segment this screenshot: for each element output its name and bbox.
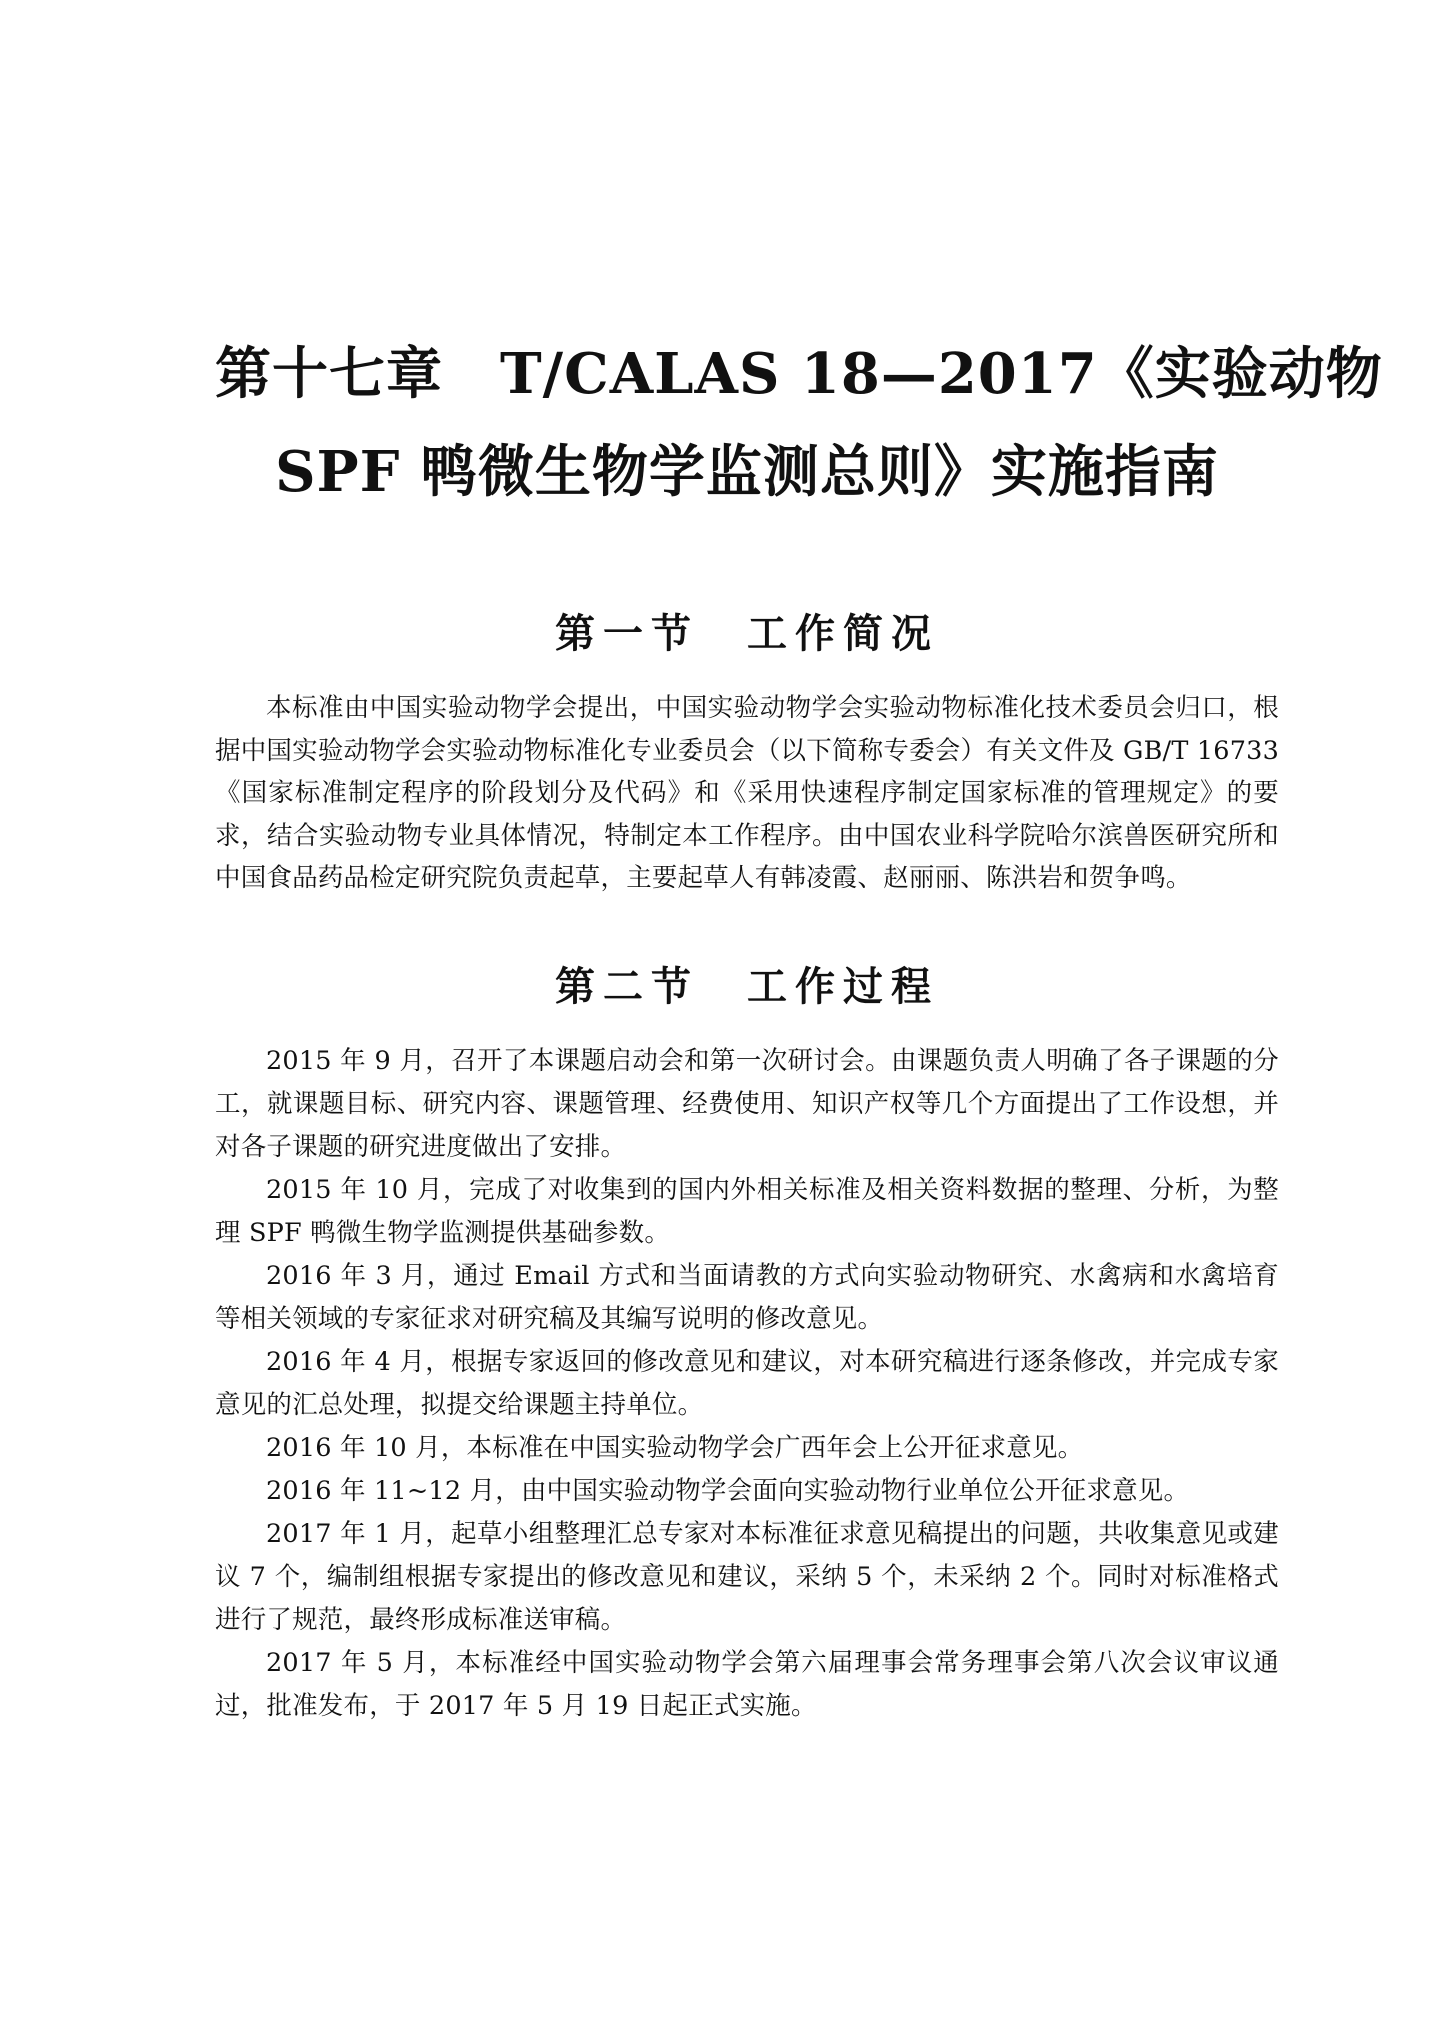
timeline-paragraph: 2017 年 1 月，起草小组整理汇总专家对本标准征求意见稿提出的问题，共收集意见或建议 7 个，编制组根据专家提出的修改意见和建议，采纳 5 个，未采纳 2 个。同时对标准格式进行了规范，最终形成标准送审稿。 (215, 1518, 1279, 1635)
chapter-title (215, 325, 1383, 521)
timeline-paragraph: 2016 年 10 月，本标准在中国实验动物学会广西年会上公开征求意见。 (266, 1432, 1084, 1463)
timeline-paragraph: 2016 年 4 月，根据专家返回的修改意见和建议，对本研究稿进行逐条修改，并完成专家意见的汇总处理，拟提交给课题主持单位。 (215, 1346, 1279, 1420)
chapter-title-line-2: SPF 鸭微生物学监测总则》实施指南 (275, 439, 1219, 505)
section-body-work-process (215, 1040, 1279, 1728)
chapter-title-line-1: 第十七章 T/CALAS 18—2017《实验动物 (215, 341, 1383, 407)
paragraph: 本标准由中国实验动物学会提出，中国实验动物学会实验动物标准化技术委员会归口，根据中国实验动物学会实验动物标准化专业委员会（以下简称专委会）有关文件及 GB/T 16733《国家标准制定程序的阶段划分及代码》和《采用快速程序制定国家标准的管理规定》的要求，结合实验动物专业具体情况，特制定本工作程序。由中国农业科学院哈尔滨兽医研究所和中国食品药品检定研究院负责起草，主要起草人有韩凌霞、赵丽丽、陈洪岩和贺争鸣。 (215, 693, 1279, 893)
section-title-work-overview: 第一节 工作简况 (555, 611, 939, 657)
section-title-work-process: 第二节 工作过程 (555, 963, 939, 1010)
timeline-paragraph: 2015 年 10 月，完成了对收集到的国内外相关标准及相关资料数据的整理、分析，为整理 SPF 鸭微生物学监测提供基础参数。 (215, 1174, 1279, 1248)
timeline-paragraph: 2017 年 5 月，本标准经中国实验动物学会第六届理事会常务理事会第八次会议审议通过，批准发布，于 2017 年 5 月 19 日起正式实施。 (215, 1647, 1279, 1721)
section-body-work-overview (215, 687, 1279, 900)
timeline-paragraph: 2016 年 11~12 月，由中国实验动物学会面向实验动物行业单位公开征求意见。 (266, 1475, 1190, 1506)
timeline-paragraph: 2015 年 9 月，召开了本课题启动会和第一次研讨会。由课题负责人明确了各子课题的分工，就课题目标、研究内容、课题管理、经费使用、知识产权等几个方面提出了工作设想，并对各子课题的研究进度做出了安排。 (215, 1045, 1279, 1162)
timeline-paragraph: 2016 年 3 月，通过 Email 方式和当面请教的方式向实验动物研究、水禽病和水禽培育等相关领域的专家征求对研究稿及其编写说明的修改意见。 (215, 1260, 1279, 1334)
